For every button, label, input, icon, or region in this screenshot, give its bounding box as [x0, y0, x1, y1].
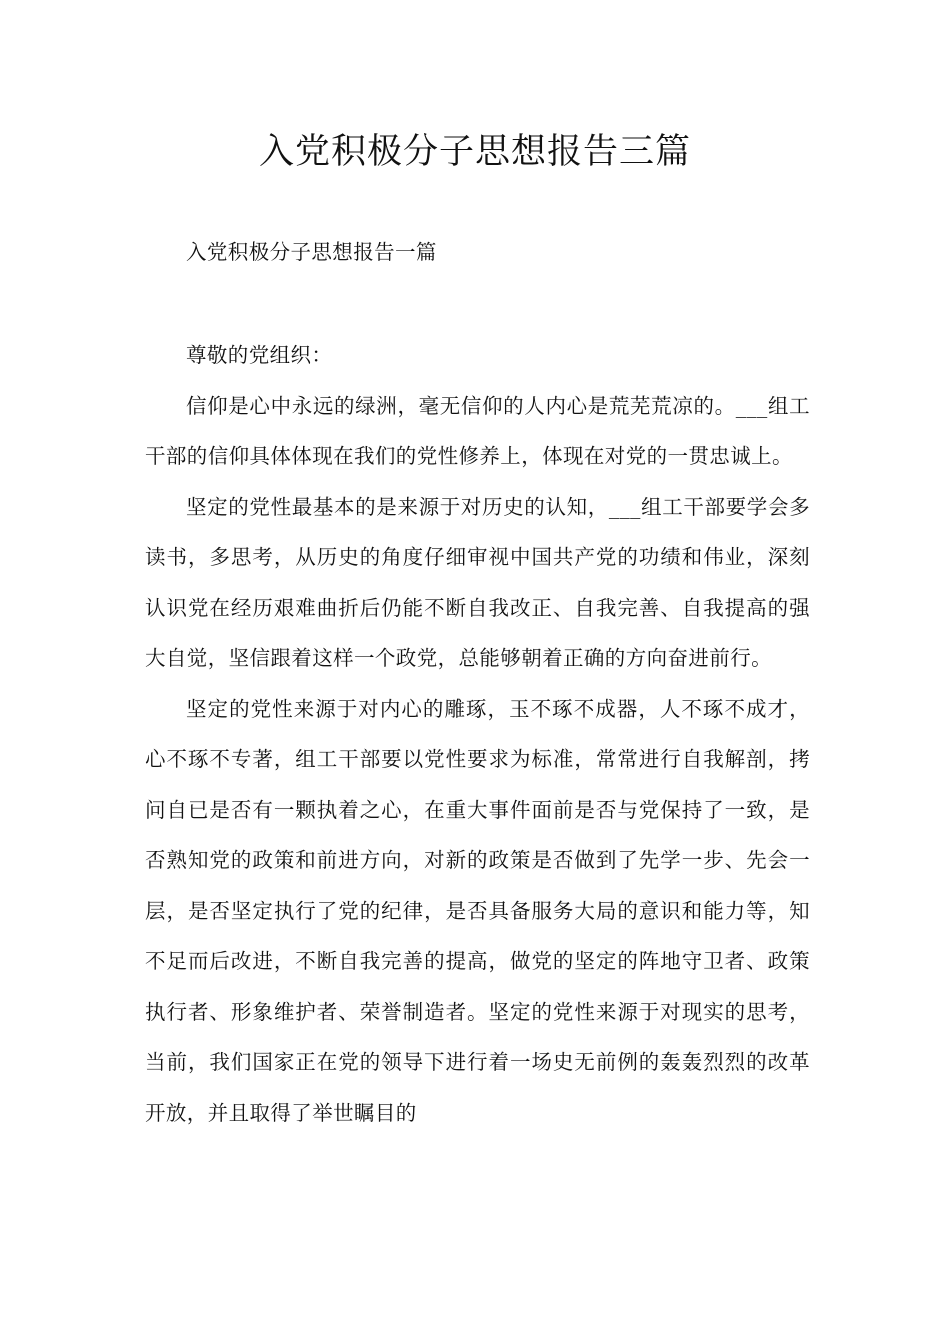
document-body [145, 330, 810, 1138]
document-subtitle [145, 232, 810, 272]
salutation: 尊敬的党组织： [186, 343, 333, 367]
body-paragraph-1: 信仰是心中永远的绿洲，毫无信仰的人内心是荒芜荒凉的。___组工干部的信仰具体体现在我们的党性修养上，体现在对党的一贯忠诚上。 [145, 393, 810, 468]
body-paragraph-2: 坚定的党性最基本的是来源于对历史的认知，___组工干部要学会多读书，多思考，从历史的角度仔细审视中国共产党的功绩和伟业，深刻认识党在经历艰难曲折后仍能不断自我改正、自我完善、自我提高的强大自觉，坚信跟着这样一个政党，总能够朝着正确的方向奋进前行。 [145, 494, 810, 670]
document-title: 入党积极分子思想报告三篇 [258, 132, 691, 172]
body-paragraph-3: 坚定的党性来源于对内心的雕琢，玉不琢不成器，人不琢不成才，心不琢不专著，组工干部要以党性要求为标准，常常进行自我解剖，拷问自已是否有一颗执着之心，在重大事件面前是否与党保持了一致，是否熟知党的政策和前进方向，对新的政策是否做到了先学一步、先会一层，是否坚定执行了党的纪律，是否具备服务大局的意识和能力等，知不足而后改进，不断自我完善的提高，做党的坚定的阵地守卫者、政策执行者、形象维护者、荣誉制造者。坚定的党性来源于对现实的思考，当前，我们国家正在党的领导下进行着一场史无前例的轰轰烈烈的改革开放，并且取得了举世瞩目的 [145, 696, 810, 1125]
subtitle-text: 入党积极分子思想报告一篇 [186, 240, 437, 264]
